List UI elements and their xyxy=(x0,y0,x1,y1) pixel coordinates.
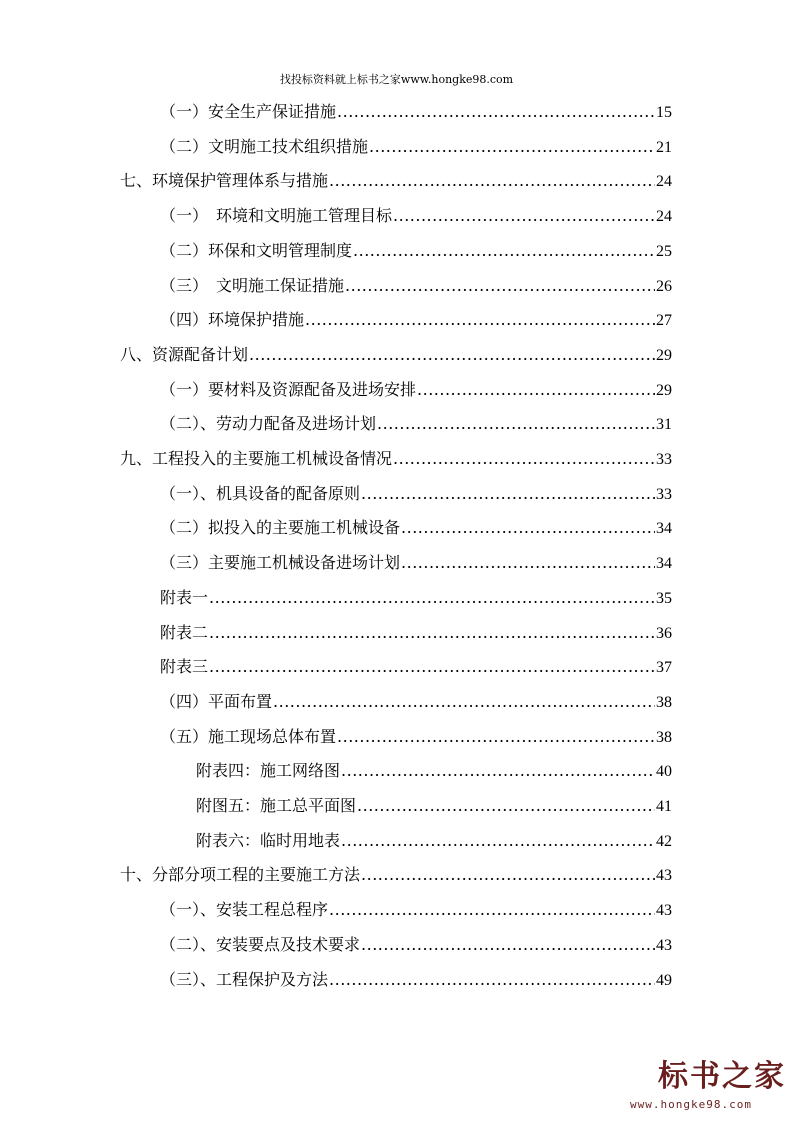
toc-entry[interactable] xyxy=(160,898,672,922)
toc-page-number: 33 xyxy=(656,451,672,468)
toc-page-number: 21 xyxy=(656,138,672,156)
toc-page-number: 35 xyxy=(656,589,672,607)
toc-page-number: 38 xyxy=(656,693,672,711)
toc-entry[interactable] xyxy=(160,412,672,436)
watermark-logo-text: 标书之家 xyxy=(658,1059,786,1094)
toc-leader-dots xyxy=(273,690,655,714)
toc-entry[interactable] xyxy=(160,551,672,575)
toc-entry-title: （五）施工现场总体布置 xyxy=(160,726,337,746)
toc-entry[interactable] xyxy=(160,482,672,506)
toc-entry-title: （三）主要施工机械设备进场计划 xyxy=(160,553,401,573)
toc-page-number: 34 xyxy=(656,520,672,538)
toc-entry-title: （二）、劳动力配备及进场计划 xyxy=(160,414,377,434)
toc-entry[interactable] xyxy=(160,204,672,228)
toc-entry-title: （四）环境保护措施 xyxy=(160,310,305,330)
site-watermark xyxy=(630,1060,790,1116)
toc-leader-dots xyxy=(329,968,655,992)
toc-entry[interactable] xyxy=(160,135,672,159)
toc-entry[interactable] xyxy=(160,725,672,749)
toc-entry[interactable] xyxy=(120,447,672,471)
toc-page-number: 34 xyxy=(656,555,672,573)
toc-entry[interactable] xyxy=(160,378,672,402)
toc-entry-title: 附图五：施工总平面图 xyxy=(196,796,357,815)
toc-page-number: 29 xyxy=(656,381,672,399)
toc-entry-title: （一） 环境和文明施工管理目标 xyxy=(160,206,393,226)
toc-entry-title: 附表一 xyxy=(160,587,209,607)
toc-entry[interactable] xyxy=(160,239,672,263)
toc-entry-title: （三）、工程保护及方法 xyxy=(160,969,329,989)
toc-leader-dots xyxy=(341,759,655,783)
toc-page-number: 43 xyxy=(656,902,672,920)
toc-entry-title: （三） 文明施工保证措施 xyxy=(160,275,345,295)
toc-leader-dots xyxy=(209,655,655,679)
toc-leader-dots xyxy=(337,725,655,749)
toc-page-number: 38 xyxy=(656,728,672,746)
toc-entry-title: 七、环境保护管理体系与措施 xyxy=(120,171,329,191)
toc-leader-dots xyxy=(209,586,655,610)
toc-entry-title: 十、分部分项工程的主要施工方法 xyxy=(120,865,361,885)
toc-entry[interactable] xyxy=(196,829,672,853)
toc-leader-dots xyxy=(401,551,655,575)
toc-entry[interactable] xyxy=(160,968,672,992)
toc-entry-title: （一）、机具设备的配备原则 xyxy=(160,483,361,503)
toc-leader-dots xyxy=(417,378,655,402)
toc-leader-dots xyxy=(377,412,655,436)
toc-entry[interactable] xyxy=(160,100,672,124)
toc-page-number: 41 xyxy=(656,798,672,815)
toc-entry-title: 附表二 xyxy=(160,622,209,642)
toc-entry-title: （二）文明施工技术组织措施 xyxy=(160,136,369,156)
page-header: 找投标资料就上标书之家www.hongke98.com xyxy=(279,73,514,86)
toc-page-number: 43 xyxy=(656,936,672,954)
toc-entry-title: （一）、安装工程总程序 xyxy=(160,900,329,920)
toc-page-number: 31 xyxy=(656,416,672,434)
toc-leader-dots xyxy=(357,794,655,818)
toc-entry-title: 附表三 xyxy=(160,657,209,677)
toc-entry[interactable] xyxy=(160,933,672,957)
watermark-url: www.hongke98.com xyxy=(630,1098,752,1111)
toc-entry[interactable] xyxy=(120,343,672,367)
toc-leader-dots xyxy=(209,621,655,645)
toc-page-number: 33 xyxy=(656,485,672,503)
toc-entry-title: （一）安全生产保证措施 xyxy=(160,102,337,121)
toc-page-number: 26 xyxy=(656,277,672,295)
toc-entry-title: （二）、安装要点及技术要求 xyxy=(160,934,361,954)
toc-page-number: 37 xyxy=(656,659,672,677)
toc-leader-dots xyxy=(341,829,655,853)
toc-page-number: 24 xyxy=(656,173,672,191)
toc-page-number: 49 xyxy=(656,971,672,989)
toc-entry[interactable] xyxy=(196,759,672,783)
toc-entry-title: 附表四：施工网络图 xyxy=(196,761,341,781)
toc-entry[interactable] xyxy=(120,863,672,887)
toc-leader-dots xyxy=(329,169,655,193)
toc-entry-title: （二）环保和文明管理制度 xyxy=(160,240,353,260)
toc-leader-dots xyxy=(393,204,655,228)
toc-page-number: 24 xyxy=(656,208,672,226)
toc-entry-title: 八、资源配备计划 xyxy=(120,344,249,364)
toc-page-number: 27 xyxy=(656,312,672,330)
toc-entry-title: （一）要材料及资源配备及进场安排 xyxy=(160,379,417,399)
toc-entry-title: 九、工程投入的主要施工机械设备情况 xyxy=(120,449,393,468)
toc-leader-dots xyxy=(401,516,655,540)
toc-leader-dots xyxy=(361,933,655,957)
toc-leader-dots xyxy=(305,308,655,332)
toc-entry[interactable] xyxy=(160,655,672,679)
toc-entry[interactable] xyxy=(160,690,672,714)
toc-leader-dots xyxy=(345,274,655,298)
toc-leader-dots xyxy=(249,343,655,367)
toc-leader-dots xyxy=(329,898,655,922)
toc-page-number: 36 xyxy=(656,624,672,642)
toc-leader-dots xyxy=(337,100,655,124)
toc-entry[interactable] xyxy=(160,308,672,332)
toc-page-number: 43 xyxy=(656,867,672,885)
toc-page-number: 40 xyxy=(656,763,672,781)
toc-leader-dots xyxy=(369,135,655,159)
toc-entry[interactable] xyxy=(160,621,672,645)
toc-page-number: 25 xyxy=(656,242,672,260)
toc-leader-dots xyxy=(393,447,655,471)
toc-entry-title: 附表六：临时用地表 xyxy=(196,830,341,850)
toc-leader-dots xyxy=(361,863,655,887)
toc-page-number: 15 xyxy=(656,104,672,121)
toc-entry[interactable] xyxy=(160,516,672,540)
toc-entry[interactable] xyxy=(196,794,672,818)
toc-entry[interactable] xyxy=(120,169,672,193)
toc-entry-title: （四）平面布置 xyxy=(160,691,273,711)
toc-page-number: 29 xyxy=(656,346,672,364)
toc-page-number: 42 xyxy=(656,832,672,850)
toc-entry[interactable] xyxy=(160,586,672,610)
toc-leader-dots xyxy=(353,239,655,263)
toc-leader-dots xyxy=(361,482,655,506)
toc-entry-title: （二）拟投入的主要施工机械设备 xyxy=(160,518,401,538)
toc-entry[interactable] xyxy=(160,274,672,298)
